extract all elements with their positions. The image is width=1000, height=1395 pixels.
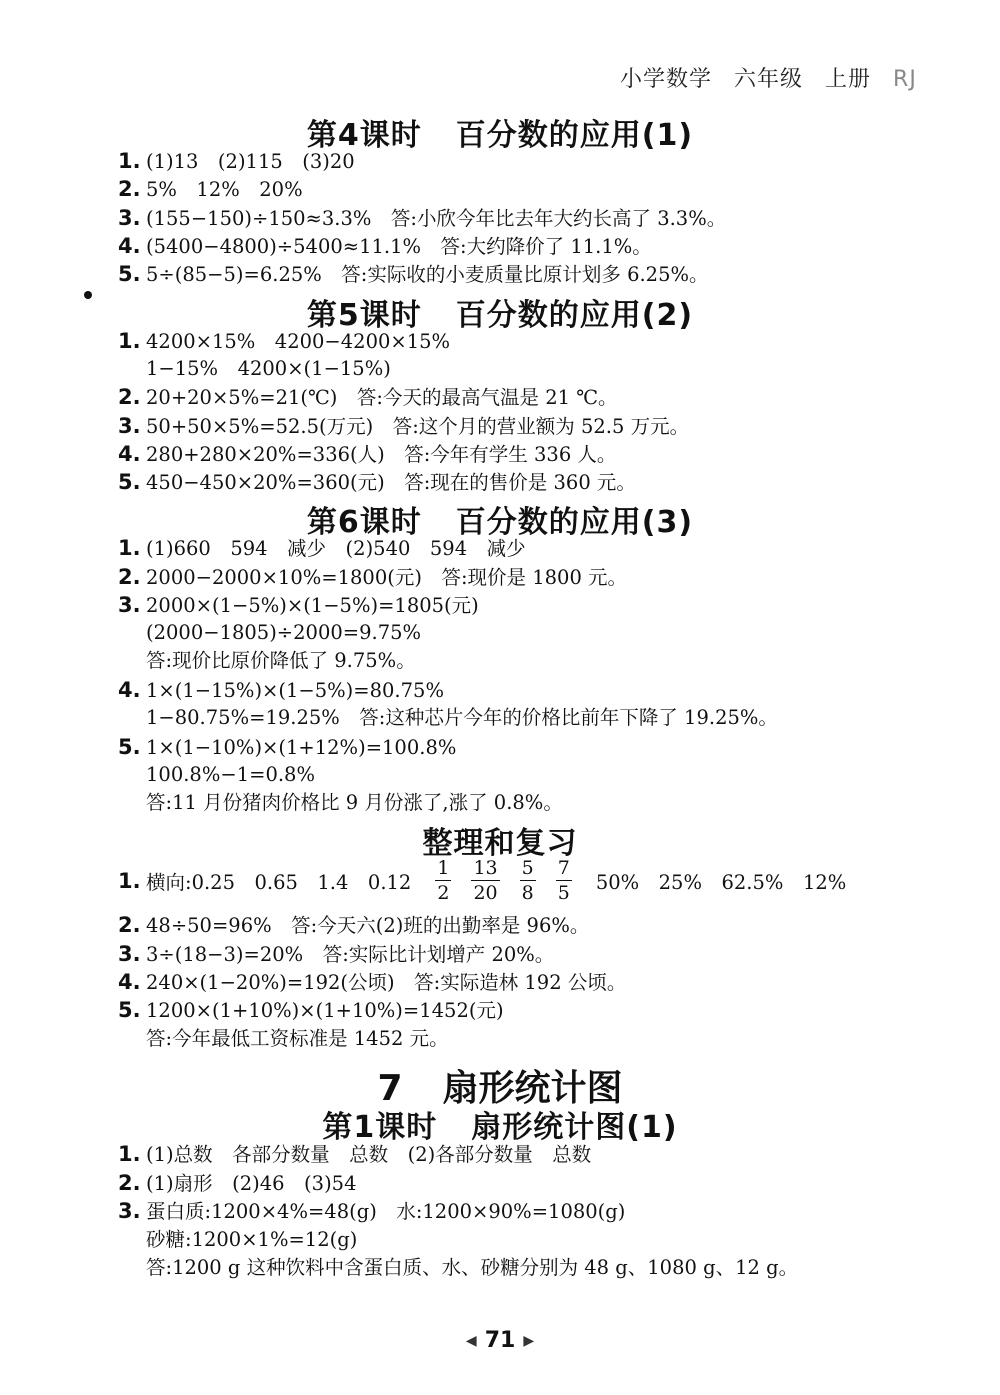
- item-number: 3.: [118, 414, 141, 438]
- item-number: 1.: [118, 149, 141, 173]
- item-number: 2.: [118, 385, 141, 409]
- list-item: [118, 564, 627, 591]
- list-item: [118, 1198, 625, 1225]
- lesson-subtitle: 百分数的应用(1): [455, 118, 694, 153]
- item-text: 横向:0.25 0.65 1.4 0.12: [146, 870, 412, 894]
- item-text: 20+20×5%=21(℃) 答:今天的最高气温是 21 ℃。: [146, 386, 618, 409]
- lesson-subtitle: 扇形统计图(1): [471, 1110, 678, 1145]
- item-text: (1)13 (2)115 (3)20: [146, 150, 355, 173]
- item-text: (2000−1805)÷2000=9.75%: [146, 621, 422, 644]
- item-number: 3.: [118, 1199, 141, 1223]
- list-item: [118, 261, 709, 288]
- fraction: [520, 856, 536, 905]
- list-item: [118, 1141, 591, 1168]
- lesson-number: 第1课时: [322, 1110, 438, 1145]
- lesson-number: 第4课时: [306, 118, 422, 153]
- review-heading: 整理和复习: [422, 826, 578, 861]
- denominator: 5: [557, 882, 570, 904]
- lesson-subtitle: 百分数的应用(3): [455, 505, 694, 540]
- numerator: 7: [557, 857, 570, 879]
- item-number: 3.: [118, 942, 141, 966]
- item-text: 1−15% 4200×(1−15%): [146, 357, 391, 380]
- item-text: 4200×15% 4200−4200×15%: [146, 330, 451, 353]
- item-text: 5÷(85−5)=6.25% 答:实际收的小麦质量比原计划多 6.25%。: [146, 263, 709, 286]
- list-item: [146, 620, 421, 646]
- fraction: [471, 856, 499, 905]
- list-item: [118, 997, 504, 1024]
- lesson-subtitle: 百分数的应用(2): [455, 298, 694, 333]
- item-number: 5.: [118, 262, 141, 286]
- lesson7-1-title: [0, 1102, 1000, 1146]
- denominator: 2: [437, 882, 450, 904]
- item-text: 答:今年最低工资标准是 1452 元。: [146, 1027, 449, 1050]
- item-text: 砂糖:1200×1%=12(g): [146, 1228, 358, 1251]
- item-number: 5.: [118, 470, 141, 494]
- list-item: [118, 535, 526, 562]
- item-text: 2000−2000×10%=1800(元) 答:现价是 1800 元。: [146, 566, 628, 589]
- list-item: [146, 705, 778, 731]
- list-item: [118, 384, 618, 411]
- item-text: 450−450×20%=360(元) 答:现在的售价是 360 元。: [146, 471, 636, 494]
- chapter-number: 7: [377, 1068, 403, 1109]
- item-number: 4.: [118, 678, 141, 702]
- list-item: [118, 856, 846, 905]
- item-text: 答:现价比原价降低了 9.75%。: [146, 649, 416, 672]
- numerator: 13: [473, 857, 498, 879]
- running-header: [620, 62, 917, 93]
- item-text: 100.8%−1=0.8%: [146, 763, 315, 786]
- list-item: [118, 969, 626, 996]
- lesson-number: 第6课时: [306, 505, 422, 540]
- left-triangle-icon: ◀: [465, 1333, 477, 1349]
- item-text: 1×(1−15%)×(1−5%)=80.75%: [146, 679, 444, 702]
- item-text: 答:1200 g 这种饮料中含蛋白质、水、砂糖分别为 48 g、1080 g、12 g。: [146, 1256, 799, 1279]
- item-text: 5% 12% 20%: [146, 178, 303, 201]
- numerator: 5: [521, 857, 534, 879]
- page-number: 71: [484, 1328, 516, 1353]
- list-item: [118, 148, 355, 175]
- item-text: 蛋白质:1200×4%=48(g) 水:1200×90%=1080(g): [146, 1200, 626, 1223]
- item-text: 2000×(1−5%)×(1−5%)=1805(元): [146, 594, 479, 617]
- item-text: 48÷50=96% 答:今天六(2)班的出勤率是 96%。: [146, 914, 590, 937]
- list-item: [118, 941, 554, 968]
- item-text: (1)总数 各部分数量 总数 (2)各部分数量 总数: [146, 1143, 592, 1166]
- list-item: [118, 469, 636, 496]
- item-number: 1.: [118, 1142, 141, 1166]
- item-text: 答:11 月份猪肉价格比 9 月份涨了,涨了 0.8%。: [146, 791, 563, 814]
- item-number: 4.: [118, 234, 141, 258]
- item-number: 5.: [118, 735, 141, 759]
- header-grade: 六年级: [734, 67, 804, 92]
- list-item: [146, 1227, 357, 1253]
- item-text: 50+50×5%=52.5(万元) 答:这个月的营业额为 52.5 万元。: [146, 415, 690, 438]
- page-number-footer: [0, 1328, 1000, 1353]
- list-item: [146, 790, 563, 816]
- item-number: 1.: [118, 329, 141, 353]
- list-item: [146, 1026, 449, 1052]
- item-number: 1.: [118, 868, 141, 893]
- list-item: [118, 413, 689, 440]
- item-number: 1.: [118, 536, 141, 560]
- list-item: [146, 1255, 798, 1281]
- item-number: 3.: [118, 206, 141, 230]
- chapter-name: 扇形统计图: [442, 1068, 623, 1109]
- list-item: [118, 592, 479, 619]
- fraction: [435, 856, 451, 905]
- list-item: [118, 205, 726, 232]
- list-item: [146, 648, 416, 674]
- item-text: 280+280×20%=336(人) 答:今年有学生 336 人。: [146, 443, 617, 466]
- fraction: [556, 856, 572, 905]
- item-text: (1)扇形 (2)46 (3)54: [146, 1172, 357, 1195]
- list-item: [118, 176, 303, 203]
- item-number: 2.: [118, 913, 141, 937]
- item-text: 3÷(18−3)=20% 答:实际比计划增产 20%。: [146, 943, 555, 966]
- list-item: [146, 762, 315, 788]
- lesson-number: 第5课时: [306, 298, 422, 333]
- list-item: [118, 734, 456, 761]
- list-item: [146, 356, 391, 382]
- list-item: [118, 677, 444, 704]
- denominator: 8: [521, 882, 534, 904]
- item-text: 240×(1−20%)=192(公顷) 答:实际造林 192 公顷。: [146, 971, 627, 994]
- item-number: 5.: [118, 998, 141, 1022]
- header-volume: 上册: [825, 67, 872, 92]
- list-item: [118, 328, 450, 355]
- list-item: [118, 912, 589, 939]
- item-number: 2.: [118, 565, 141, 589]
- item-text: 1−80.75%=19.25% 答:这种芯片今年的价格比前年下降了 19.25%。: [146, 706, 778, 729]
- item-text: (155−150)÷150≈3.3% 答:小欣今年比去年大约长高了 3.3%。: [146, 207, 727, 230]
- item-number: 2.: [118, 1171, 141, 1195]
- item-text: (5400−4800)÷5400≈11.1% 答:大约降价了 11.1%。: [146, 235, 652, 258]
- item-text: 50% 25% 62.5% 12%: [595, 870, 847, 894]
- item-number: 2.: [118, 177, 141, 201]
- header-edition: RJ: [893, 67, 917, 92]
- list-item: [118, 441, 616, 468]
- denominator: 20: [473, 882, 498, 904]
- item-number: 3.: [118, 593, 141, 617]
- item-number: 4.: [118, 970, 141, 994]
- list-item: [118, 233, 652, 260]
- header-subject: 小学数学: [620, 67, 713, 92]
- list-item: [118, 1170, 357, 1197]
- item-text: 1×(1−10%)×(1+12%)=100.8%: [146, 736, 457, 759]
- right-triangle-icon: ▶: [523, 1333, 535, 1349]
- item-text: 1200×(1+10%)×(1+10%)=1452(元): [146, 999, 504, 1022]
- numerator: 1: [437, 857, 450, 879]
- item-number: 4.: [118, 442, 141, 466]
- item-text: (1)660 594 减少 (2)540 594 减少: [146, 537, 526, 560]
